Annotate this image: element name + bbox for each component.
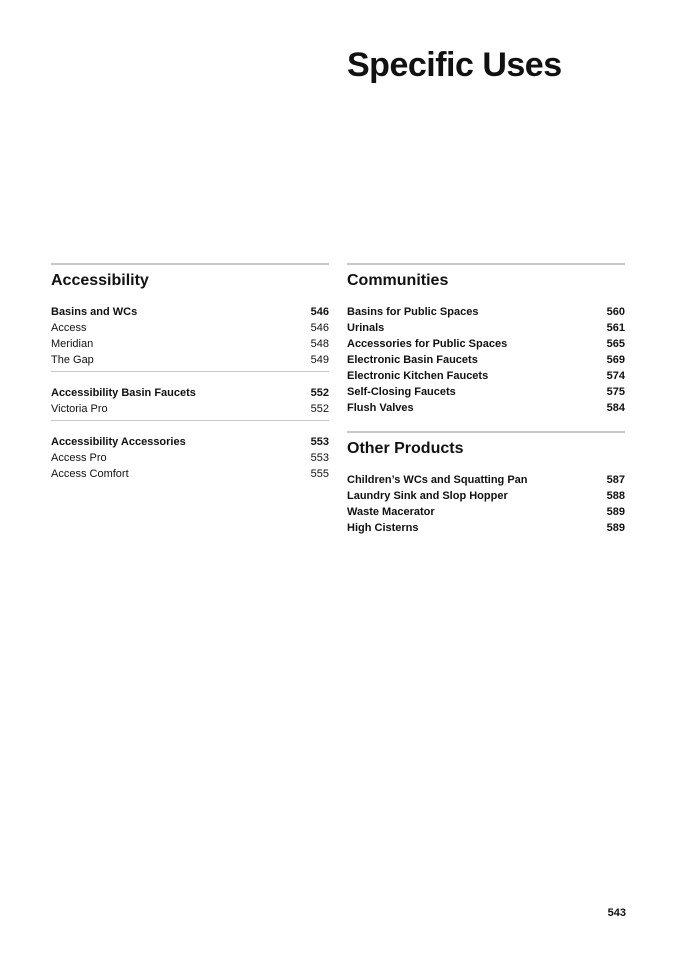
toc-group-accessibility-accessories xyxy=(51,434,329,482)
group-divider xyxy=(51,371,329,372)
communities-list xyxy=(347,304,625,416)
toc-label: The Gap xyxy=(51,354,94,366)
toc-label: Flush Valves xyxy=(347,402,414,414)
toc-page-number: 560 xyxy=(606,306,625,318)
toc-entry[interactable] xyxy=(347,400,625,416)
toc-label: Electronic Basin Faucets xyxy=(347,354,478,366)
toc-label: High Cisterns xyxy=(347,522,419,534)
toc-entry[interactable] xyxy=(347,336,625,352)
toc-label: Waste Macerator xyxy=(347,506,435,518)
toc-group-basins-and-wcs xyxy=(51,304,329,368)
toc-page-number: 584 xyxy=(606,402,625,414)
toc-entry[interactable] xyxy=(347,352,625,368)
toc-entry[interactable] xyxy=(51,320,329,336)
toc-page-number: 555 xyxy=(310,468,329,480)
toc-page-number: 552 xyxy=(310,387,329,399)
toc-page-number: 589 xyxy=(606,506,625,518)
toc-entry[interactable] xyxy=(347,384,625,400)
toc-page-number: 553 xyxy=(310,452,329,464)
toc-entry[interactable] xyxy=(51,336,329,352)
toc-label: Urinals xyxy=(347,322,385,334)
toc-label: Accessibility Accessories xyxy=(51,436,186,448)
toc-label: Basins and WCs xyxy=(51,306,138,318)
toc-page-number: 588 xyxy=(606,490,625,502)
toc-page-number: 546 xyxy=(310,306,329,318)
toc-entry[interactable] xyxy=(347,368,625,384)
toc-label: Children’s WCs and Squatting Pan xyxy=(347,474,528,486)
section-divider xyxy=(347,263,625,265)
toc-label: Laundry Sink and Slop Hopper xyxy=(347,490,508,502)
toc-group-heading[interactable] xyxy=(51,434,329,450)
toc-label: Accessibility Basin Faucets xyxy=(51,387,196,399)
page-number: 543 xyxy=(607,907,626,919)
toc-page-number: 565 xyxy=(606,338,625,350)
section-divider xyxy=(347,431,625,433)
group-divider xyxy=(51,420,329,421)
section-divider xyxy=(51,263,329,265)
toc-entry[interactable] xyxy=(51,401,329,417)
toc-entry[interactable] xyxy=(51,450,329,466)
toc-page-number: 574 xyxy=(606,370,625,382)
other-products-section xyxy=(347,431,625,536)
toc-page-number: 589 xyxy=(606,522,625,534)
toc-label: Access xyxy=(51,322,87,334)
section-title-other-products: Other Products xyxy=(347,440,464,457)
toc-page-number: 569 xyxy=(606,354,625,366)
page-title: Specific Uses xyxy=(347,46,562,84)
toc-entry[interactable] xyxy=(51,352,329,368)
toc-group-heading[interactable] xyxy=(51,385,329,401)
toc-label: Victoria Pro xyxy=(51,403,108,415)
toc-entry[interactable] xyxy=(347,304,625,320)
toc-entry[interactable] xyxy=(347,504,625,520)
toc-entry[interactable] xyxy=(347,520,625,536)
toc-label: Meridian xyxy=(51,338,94,350)
other-products-list xyxy=(347,472,625,536)
section-title-communities: Communities xyxy=(347,272,449,289)
toc-page-number: 552 xyxy=(310,403,329,415)
toc-page-number: 549 xyxy=(310,354,329,366)
accessibility-section xyxy=(51,263,329,482)
toc-group-accessibility-basin-faucets xyxy=(51,385,329,417)
toc-page-number: 561 xyxy=(606,322,625,334)
toc-label: Access Comfort xyxy=(51,468,129,480)
toc-label: Basins for Public Spaces xyxy=(347,306,479,318)
toc-page-number: 553 xyxy=(310,436,329,448)
toc-label: Self-Closing Faucets xyxy=(347,386,456,398)
toc-page-number: 587 xyxy=(606,474,625,486)
toc-label: Accessories for Public Spaces xyxy=(347,338,508,350)
toc-label: Electronic Kitchen Faucets xyxy=(347,370,489,382)
toc-page-number: 575 xyxy=(606,386,625,398)
communities-section xyxy=(347,263,625,536)
toc-page-number: 546 xyxy=(310,322,329,334)
toc-entry[interactable] xyxy=(347,488,625,504)
toc-entry[interactable] xyxy=(51,466,329,482)
toc-page-number: 548 xyxy=(310,338,329,350)
toc-entry[interactable] xyxy=(347,320,625,336)
toc-entry[interactable] xyxy=(347,472,625,488)
toc-label: Access Pro xyxy=(51,452,107,464)
toc-group-heading[interactable] xyxy=(51,304,329,320)
section-title-accessibility: Accessibility xyxy=(51,272,149,289)
